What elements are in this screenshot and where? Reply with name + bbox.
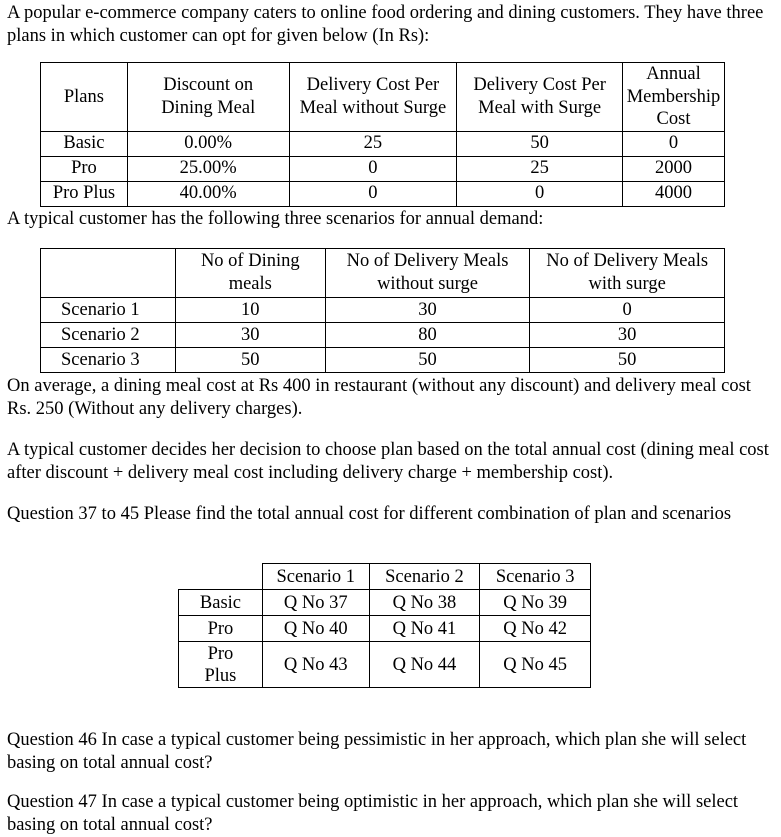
table-cell: Pro — [179, 616, 263, 642]
table-cell: Q No 42 — [480, 616, 591, 642]
table-cell: Pro — [41, 156, 128, 181]
table-cell: 0 — [530, 298, 725, 323]
avg-cost-paragraph: On average, a dining meal cost at Rs 400 in restaurant (without any discount) and delivery meal cost Rs. 250 (Without any delivery charges). — [7, 376, 751, 419]
question-header-cell: Scenario 1 — [262, 564, 369, 590]
scenario-header-row — [41, 249, 725, 298]
table-cell: 2000 — [623, 156, 725, 181]
table-row — [179, 616, 591, 642]
table-cell: Q No 43 — [262, 642, 369, 688]
table-cell: 50 — [325, 348, 530, 373]
table-cell: 25 — [289, 131, 457, 156]
table-row — [41, 181, 725, 206]
scenario-header-cell — [41, 249, 176, 298]
table-cell: Q No 37 — [262, 590, 369, 616]
question-header-cell: Scenario 3 — [480, 564, 591, 590]
table-cell: 0 — [623, 131, 725, 156]
plans-header-cell: Annual Membership Cost — [623, 63, 725, 132]
question-header-row — [179, 564, 591, 590]
plans-header-cell: Delivery Cost Per Meal without Surge — [289, 63, 457, 132]
table-cell: 50 — [457, 131, 623, 156]
table-cell: Q No 38 — [369, 590, 480, 616]
table-cell: Pro Plus — [41, 181, 128, 206]
intro-paragraph: A popular e-commerce company caters to online food ordering and dining customers. They have three plans in which customer can opt for given below (In Rs): — [7, 3, 764, 46]
question-46: Question 46 In case a typical customer being pessimistic in her approach, which plan she will select basing on total annual cost? — [7, 730, 747, 773]
table-row — [41, 131, 725, 156]
table-cell: Q No 41 — [369, 616, 480, 642]
plans-header-cell: Discount on Dining Meal — [127, 63, 289, 132]
question-header-cell: Scenario 2 — [369, 564, 480, 590]
table-cell: Q No 40 — [262, 616, 369, 642]
table-cell: Basic — [179, 590, 263, 616]
table-cell: 0 — [457, 181, 623, 206]
table-row — [41, 323, 725, 348]
scenario-header-cell: No of Delivery Meals with surge — [530, 249, 725, 298]
plans-header-cell: Plans — [41, 63, 128, 132]
table-cell: 30 — [530, 323, 725, 348]
table-cell: 50 — [175, 348, 325, 373]
table-row — [179, 590, 591, 616]
plans-header-cell: Delivery Cost Per Meal with Surge — [457, 63, 623, 132]
table-cell: 30 — [325, 298, 530, 323]
table-cell: 0 — [289, 181, 457, 206]
table-cell: 10 — [175, 298, 325, 323]
table-cell: Scenario 1 — [41, 298, 176, 323]
table-cell: Basic — [41, 131, 128, 156]
decision-paragraph: A typical customer decides her decision to choose plan based on the total annual cost (dining meal cost after discount + delivery meal cost including delivery charge + membership cost). — [7, 440, 769, 483]
table-cell: 0.00% — [127, 131, 289, 156]
scenario-intro: A typical customer has the following three scenarios for annual demand: — [7, 209, 544, 229]
table-row — [41, 348, 725, 373]
question-47: Question 47 In case a typical customer being optimistic in her approach, which plan she will select basing on total annual cost? — [7, 792, 739, 835]
table-cell: Q No 45 — [480, 642, 591, 688]
table-row — [41, 156, 725, 181]
plans-header-row — [41, 63, 725, 132]
question-table — [178, 563, 591, 688]
plans-table — [40, 62, 725, 207]
table-cell: Pro Plus — [179, 642, 263, 688]
table-cell: 50 — [530, 348, 725, 373]
table-cell: 0 — [289, 156, 457, 181]
table-cell: 25 — [457, 156, 623, 181]
table-cell: 80 — [325, 323, 530, 348]
table-row — [179, 642, 591, 688]
table-cell: Q No 44 — [369, 642, 480, 688]
scenario-table — [40, 248, 725, 373]
table-cell: Q No 39 — [480, 590, 591, 616]
scenario-header-cell: No of Delivery Meals without surge — [325, 249, 530, 298]
question-intro: Question 37 to 45 Please find the total annual cost for different combination of plan and scenarios — [7, 504, 732, 524]
table-cell: Scenario 3 — [41, 348, 176, 373]
scenario-header-cell: No of Dining meals — [175, 249, 325, 298]
table-cell: Scenario 2 — [41, 323, 176, 348]
table-cell: 40.00% — [127, 181, 289, 206]
table-row — [41, 298, 725, 323]
question-header-cell — [179, 564, 263, 590]
table-cell: 30 — [175, 323, 325, 348]
table-cell: 25.00% — [127, 156, 289, 181]
table-cell: 4000 — [623, 181, 725, 206]
